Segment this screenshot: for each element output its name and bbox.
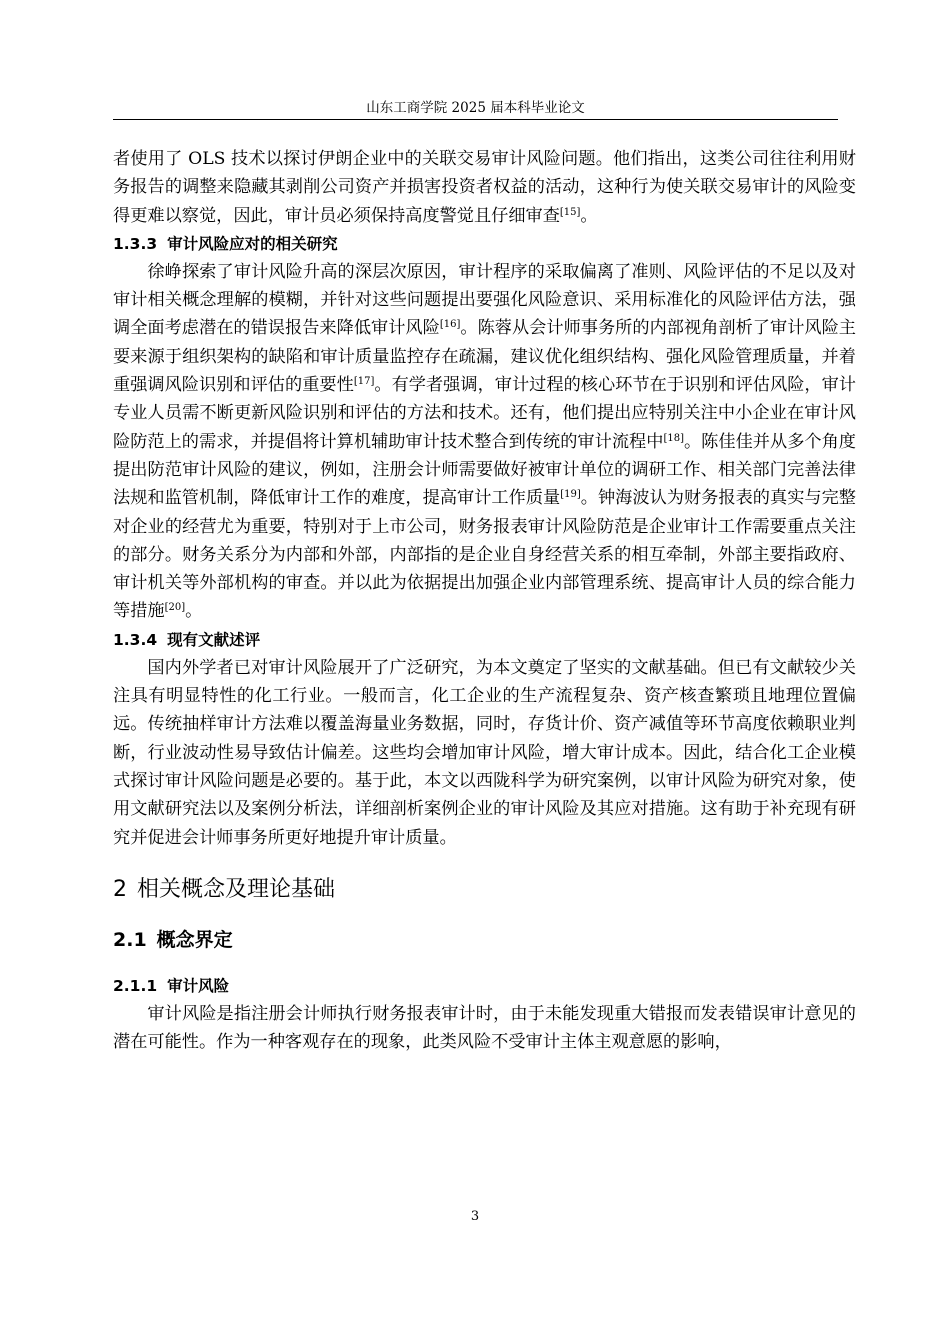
- text-segment: 。陈蓉从会计师事务所的内部视角剖析了审计风险主要来源于组织架构的缺陷和审计质量监控存在疏漏，建议优化组织结构、强化风险管理质量，并着重强调风险识别和评估的重要性: [113, 318, 856, 396]
- page-body: [113, 145, 856, 1056]
- heading-1-3-4-title: 现有文献述评: [167, 630, 261, 649]
- intro-end: 。: [580, 205, 598, 226]
- intro-text: 者使用了 OLS 技术以探讨伊朗企业中的关联交易审计风险问题。他们指出，这类公司往往利用财务报告的调整来隐藏其剥削公司资产并损害投资者权益的活动，这种行为使关联交易审计的风险变得更难以察觉，因此，审计员必须保持高度警觉且仔细审查: [113, 149, 856, 226]
- text-segment: 徐峥探索了审计风险升高的深层次原因，审计程序的采取偏离了准则、风险评估的不足以及对审计相关概念理解的模糊，并针对这些问题提出要强化风险意识、采用标准化的风险评估方法，强调全面考虑潜在的错误报告来降低审计风险: [113, 261, 856, 339]
- intro-paragraph: [113, 145, 856, 230]
- header-rule: [113, 119, 838, 120]
- heading-2-1-number: 2.1: [113, 928, 147, 951]
- heading-1-3-3-number: 1.3.3: [113, 234, 158, 253]
- heading-2-1-title: 概念界定: [156, 928, 233, 951]
- text-segment: 。有学者强调，审计过程的核心环节在于识别和评估风险，审计专业人员需不断更新风险识别和评估的方法和技术。还有，他们提出应特别关注中小企业在审计风险防范上的需求，并提倡将计算机辅助审计技术整合到传统的审计流程中: [113, 375, 856, 452]
- paragraph-1-3-3: [113, 258, 856, 626]
- chapter-2-number: 2: [113, 876, 127, 902]
- heading-1-3-4: [113, 626, 856, 654]
- paragraph-2-1-1: 审计风险是指注册会计师执行财务报表审计时，由于未能发现重大错报而发表错误审计意见的潜在可能性。作为一种客观存在的现象，此类风险不受审计主体主观意愿的影响，: [113, 1003, 856, 1053]
- page-number: 3: [470, 1209, 480, 1224]
- paragraph-1-3-4: 国内外学者已对审计风险展开了广泛研究，为本文奠定了坚实的文献基础。但已有文献较少关注具有明显特性的化工行业。一般而言，化工企业的生产流程复杂、资产核查繁琐且地理位置偏远。传统抽样审计方法难以覆盖海量业务数据，同时，存货计价、资产减值等环节高度依赖职业判断，行业波动性易导致估计偏差。这些均会增加审计风险，增大审计成本。因此，结合化工企业模式探讨审计风险问题是必要的。基于此，本文以西陇科学为研究案例，以审计风险为研究对象，使用文献研究法以及案例分析法，详细剖析案例企业的审计风险及其应对措施。这有助于补充现有研究并促进会计师事务所更好地提升审计质量。: [113, 657, 856, 848]
- text-segment: 。钟海波认为财务报表的真实与完整对企业的经营尤为重要，特别对于上市公司，财务报表审计风险防范是企业审计工作需要重点关注的部分。财务关系分为内部和外部，内部指的是企业自身经营关系的相互牵制，外部主要指政府、审计机关等外部机构的审查。并以此为依据提出加强企业内部管理系统、提高审计人员的综合能力等措施: [113, 488, 856, 622]
- running-header: 山东工商学院 2025 届本科毕业论文: [366, 100, 585, 116]
- citation-20: [20]: [164, 602, 186, 614]
- heading-1-3-3: [113, 230, 856, 258]
- heading-1-3-4-number: 1.3.4: [113, 630, 158, 649]
- heading-2-1-1: [113, 972, 856, 1000]
- text-segment: 。陈佳佳并从多个角度提出防范审计风险的建议，例如，注册会计师需要做好被审计单位的调研工作、相关部门完善法律法规和监管机制，降低审计工作的难度，提高审计工作质量: [113, 431, 856, 509]
- chapter-2-heading: [113, 870, 856, 910]
- heading-2-1: [113, 920, 856, 960]
- citation-18: [18]: [663, 432, 684, 444]
- text-segment: 。: [185, 601, 203, 622]
- heading-1-3-3-title: 审计风险应对的相关研究: [167, 234, 338, 253]
- citation-15: [15]: [559, 206, 581, 218]
- citation-16: [16]: [439, 319, 461, 331]
- heading-2-1-1-title: 审计风险: [167, 976, 230, 995]
- citation-19: [19]: [560, 489, 581, 501]
- chapter-2-title: 相关概念及理论基础: [137, 876, 336, 902]
- citation-17: [17]: [353, 376, 375, 388]
- heading-2-1-1-number: 2.1.1: [113, 976, 158, 995]
